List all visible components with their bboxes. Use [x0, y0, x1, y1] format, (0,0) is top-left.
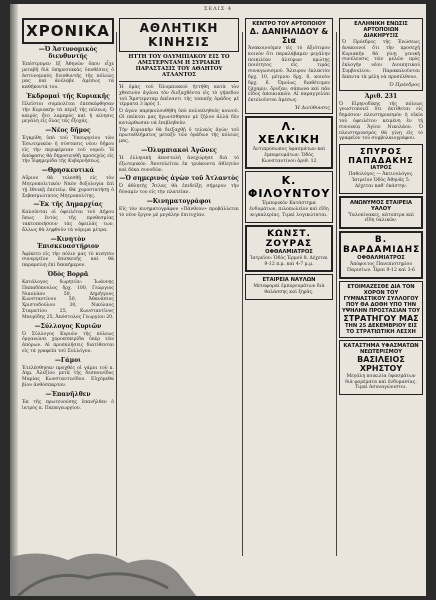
chronika-masthead: ΧΡΟΝΙΚΑ: [22, 18, 114, 44]
ad-ophthalmologist: ΚΩΝΣΤ. ΖΟΥΡΑΣ ΟΦΘΑΛΜΙΑΤΡΟΣ Ἰατρεῖον: Ὁδὸς Ἑρμοῦ 8. Δέχεται 9-12 π.μ. καὶ 4-7 μ.μ.: [245, 225, 333, 273]
column-chronika: [22, 16, 114, 586]
sports-headline: ΗΤΤΗ ΤΟΥ ΟΛΥΜΠΙΑΚΟΥ ΕΙΣ ΤΟ ΑΜΣΤΕΡΝΤΑΜ Η ΣΥΡΙΑΚΗ ΠΑΡΑΣΤΑΣΙΣ ΤΟΥ ΑΘΛΗΤΟΥ ΑΤΛΑΝΤΟΣ: [128, 54, 230, 78]
ad-bakers-union: ΕΛΛΗΝΙΚΗ ΕΝΩΣΙΣ ΑΡΤΟΠΟΙΩΝ ΔΙΑΚΗΡΥΞΙΣ Ὁ Πρόεδρος τῆς Ἑνώσεως ἀνακοινοῖ ὅτι τὴν προσεχῆ Κυριακὴν θὰ γίνῃ γενικὴ συνέλευσις τῶν μελῶν πρὸς ἐκλογὴν νέου Διοικητικοῦ Συμβουλίου. Παρακαλοῦνται ἅπαντα τὰ μέλη νὰ προσέλθουν. Ὁ Πρόεδρος: [339, 18, 423, 91]
chronika-item: —Ὁ Ἀστυνομικὸς διευθυντής Ἐπέστρεψεν ἐξ Ἀθηνῶν ὅπου εἶχε μεταβῆ διὰ ὑπηρεσιακὰς ὑποθέσεις ὁ ἀστυνομικὸς διευθυντὴς τῆς πόλεώς μας καὶ ἀνέλαβε ἀμέσως τὰ καθήκοντά του.: [22, 46, 114, 91]
column-sports: [119, 16, 239, 586]
chronika-item: —Σύλλογος Κυριῶν Ὁ Σύλλογος Κυριῶν τῆς πόλεως ὀργανώνει χοροεσπερίδα ὑπὲρ τῶν ἀπόρων. Αἱ προσκλήσεις διατίθενται εἰς τὰ γραφεῖα τοῦ Συλλόγου.: [22, 322, 114, 354]
library-stamp: [10, 538, 198, 596]
column-rule: [336, 32, 337, 556]
sports-subheading: —Ὁ σημερινὸς ἀγὼν τοῦ Ἀτλαντὸς: [119, 175, 239, 183]
divider: [119, 81, 239, 82]
chronika-item: Ὁδὸς Βορρᾶ Κατάλογος δωρητῶν: Ἰωάννης Παπαδόπουλος δρχ. 100, Γεώργιος Νικολάου 50, Δημήτριος Κωνσταντίνου 50, Ἀθανάσιος Χριστοδούλου 30, Νικόλαος Σταματίου 25, Κωνσταντῖνος Μαυρίδης 25, Ἀπόστολος Γεωργίου 20.: [22, 270, 114, 320]
chronika-item: —Κινητὸν Ἐπισκευαστήριον Ἀφίκετο εἰς τὴν πόλιν μας τὸ κινητὸν συνεργεῖον ἐπισκευῆς καὶ θὰ παραμείνῃ ἐπὶ δεκαήμερον.: [22, 235, 114, 269]
ad-doctor: ΣΠΥΡΟΣ ΠΑΠΑΔΑΚΗΣ ΙΑΤΡΟΣ Παθολόγος — Ἀκτινολόγος. Ἰατρεῖον Ὁδὸς Ἀθηνᾶς 5. Δέχεται καθ' ἑκάστην.: [339, 144, 423, 193]
notice-court: Ἀριθ. 231 Ὁ Εἰρηνοδίκης τῆς πόλεως γνωστοποιεῖ ὅτι ἐκτίθεται εἰς δημόσιον πλειστηριασμὸν ἡ οἰκία τοῦ ὀφειλέτου κειμένη ἐν τῇ συνοικίᾳ Ἁγίου Νικολάου. Ὁ πλειστηριασμὸς θὰ γίνῃ εἰς τὸ γραφεῖον τοῦ συμβολαιογράφου.: [339, 92, 423, 142]
sports-paragraph: Ἡ ὁμὰς τοῦ Ὀλυμπιακοῦ ἡττήθη κατὰ τὸν χθεσινὸν ἀγῶνα τὸν διεξαχθέντα εἰς τὸ γήπεδον τοῦ Ἄμστερνταμ ἀπέναντι τῆς τοπικῆς ὁμάδος μὲ τέρματα 3 πρὸς 1.: [119, 85, 239, 108]
chronika-item: —Ἐκ τῆς Δημαρχίας Καλοῦνται οἱ ὀφειλέται τοῦ Δήμου ὅπως ἐντὸς τῆς προθεσμίας τακτοποιήσουν τὰς ὀφειλάς των, ἄλλως θὰ ληφθοῦν τὰ νόμιμα μέτρα.: [22, 201, 114, 233]
ad-clothing: Κ. ΦΙΛΟΥΝΤΟΥ Ἐμπορικὸν Κατάστημα ἐνδυμάτων, πιλοπωλεῖον καὶ εἴδη κιγκαλερίας. Τιμαὶ λογικώταται.: [245, 171, 333, 222]
sports-paragraph: Τὴν Κυριακὴν θὰ διεξαχθῇ ὁ τελικὸς ἀγὼν τοῦ πρωταθλήματος μεταξὺ τῶν ὁμάδων τῆς πόλεώς μας.: [119, 127, 239, 145]
ad-shipping: ΕΤΑΙΡΕΙΑ ΝΑΥΛΩΝ Μεταφοραὶ ἐμπορευμάτων διὰ θαλάσσης καὶ ξηρᾶς.: [245, 274, 333, 300]
column-ads-1: [245, 16, 333, 586]
chronika-item: Ἐκδρομαὶ τῆς Κυριακῆς Πλεῖστοι συμπολῖται ἐπεσκέφθησαν τὴν Κυριακὴν τὰ πέριξ τῆς πόλεως. Ὁ καιρὸς ἦτο λαμπρὸς καὶ ἡ κίνησις μεγάλη εἰς ὅλας τὰς ἐξοχάς.: [22, 92, 114, 125]
chronika-item: —Ἐπανῆλθεν Ἐκ τῆς πρωτευούσης ἐπανῆλθεν ὁ ἰατρὸς κ. Παπαγεωργίου.: [22, 390, 114, 411]
ad-bakery: ΚΕΝΤΡΟ ΤΟΥ ΑΡΤΟΠΟΙΟΥ Δ. ΔΑΝΙΗΛΙΔΟΥ & Σια Ἀνακοινοῦμεν εἰς τὸ ἀξιότιμον κοινὸν ὅτι παραλάβαμεν μεγάλην ποικιλίαν ἀλεύρων πρώτης ποιότητος εἰς τιμὰς συναγωνισμοῦ. Ἄλευρον ἐκλεκτὸν δρχ. 10, μέτριον δρχ. 8, κοινὸν δρχ. 6. Ὁμοίως διαθέτομεν ζάχαριν, ὄρυζαν, σάπωνα καὶ πᾶν εἶδος ἀποικιακῶν. Αἱ παραγγελίαι ἐκτελοῦνται ἀμέσως. Ἡ Διεύθυνσις: [245, 18, 333, 114]
column-rule: [242, 32, 243, 556]
page-header: ΣΕΛΙΣ 4: [203, 6, 233, 12]
sports-paragraph: Ὁ ἀγὼν παρηκολουθήθη ὑπὸ πολυπληθοῦς κοινοῦ. Οἱ παῖκται μας ἠγωνίσθησαν μὲ ζῆλον ἀλλὰ δὲν κατώρθωσαν νὰ ἐπιβληθοῦν.: [119, 109, 239, 126]
ad-merchant: Λ. ΧΕΛΚΙΚΗ Ἀντιπρόσωπος ὑφασμάτων καὶ ἐμπορευμάτων. Ὁδὸς Κωνσταντίνου ἀριθ. 12: [245, 116, 333, 169]
chronika-item: —Γάμοι Ἐτελέσθησαν προχθὲς οἱ γάμοι τοῦ κ. Δημ. Ἀλεξίου μετὰ τῆς δεσποινίδος Μαρίας Κωνσταντινίδου. Εὐχόμεθα βίον ἀνθόσπαρτον.: [22, 356, 114, 389]
stamp-graphic: [10, 538, 198, 596]
column-rule: [116, 32, 117, 556]
sports-subheading: —Ὁλυμπιακοὶ Ἀγῶνες: [141, 146, 217, 154]
sports-paragraph: Ἡ ἑλληνικὴ ἀποστολὴ ἀνεχώρησε διὰ τὸ ἐξωτερικόν. Ἀποτελεῖται ἐκ τριάκοντα ἀθλητῶν καὶ δέκα συνοδῶν.: [119, 155, 239, 173]
sports-paragraph: Εἰς τὸν κινηματογράφον «Πάνθεον» προβάλλεται τὸ νέον ἔργον μὲ μεγάλην ἐπιτυχίαν.: [119, 206, 239, 218]
chronika-item: —Θρησκευτικά Αὔριον θὰ τελεσθῇ εἰς τὸν Μητροπολιτικὸν Ναὸν δοξολογία ἐπὶ τῇ ἐθνικῇ ἐπετείῳ. Θὰ χοροστατήσῃ ὁ Σεβασμιώτατος Μητροπολίτης.: [22, 167, 114, 199]
ad-gym-ball: ΕΤΟΙΜΑΖΕΣΘΕ ΔΙΑ ΤΟΝ ΧΟΡΟΝ ΤΟΥ ΓΥΜΝΑΣΤΙΚΟΥ ΣΥΛΛΟΓΟΥ ΠΟΥ ΘΑ ΔΟΘΗ ΥΠΟ ΤΗΝ ΥΨΗΛΗΝ ΠΡΟΣΤΑΣΙΑΝ ΤΟΥ ΣΤΡΑΤΗΓΟΥ ΜΑΣ ΤΗΝ 25 ΔΕΚΕΜΒΡΙΟΥ ΕΙΣ ΤΟ ΣΤΡΑΤΙΩΤΙΚΗ ΛΕΣΧΗ: [339, 281, 423, 338]
sports-masthead: ΑΘΛΗΤΙΚΗ ΚΙΝΗΣΙΣ: [119, 18, 239, 52]
sports-paragraph: Ὁ ἀθλητὴς Ἄτλας θὰ ἐπιδείξῃ σήμερον τὴν δύναμίν του εἰς τὴν πλατεῖαν.: [119, 184, 239, 196]
chronika-item: —Νέος δῆμος Ἐγκρίθη ὑπὸ τοῦ Ὑπουργείου τῶν Ἐσωτερικῶν ἡ σύστασις νέου δήμου εἰς τὴν περιφέρειαν τοῦ νομοῦ. Ἡ ἀπόφασις θὰ δημοσιευθῇ προσεχῶς εἰς τὴν Ἐφημερίδα τῆς Κυβερνήσεως.: [22, 127, 114, 165]
ad-vardamidis: Β. ΒΑΡΔΑΜΙΔΗΣ ΟΦΘΑΛΜΙΑΤΡΟΣ Ἀπόφοιτος Πανεπιστημίου Παρισίων. Ὧραι 9-12 καὶ 3-6: [339, 231, 423, 279]
newspaper-page: [10, 4, 426, 596]
ad-fabric-store: ΚΑΤΑΣΤΗΜΑ ΥΦΑΣΜΑΤΩΝ ΝΕΩΤΕΡΙΣΜΟΥ ΒΑΣΙΛΕΙΟΣ ΧΡΗΣΤΟΥ Μεγάλη ποικιλία ὑφασμάτων διὰ φορέματα καὶ ἐνδυμασίας. Τιμαὶ ἀσυναγώνιστοι.: [339, 340, 423, 395]
column-ads-2: [339, 16, 423, 586]
sports-subheading: —Κινηματογράφοι: [146, 197, 212, 205]
ad-glass-company: ΑΝΩΝΥΜΟΣ ΕΤΑΙΡΕΙΑ ΥΑΛΟΥ Ὑαλοπίνακες, κάτοπτρα καὶ εἴδη ὑαλικῶν.: [339, 196, 423, 230]
page-edge-shadow: [10, 4, 18, 596]
